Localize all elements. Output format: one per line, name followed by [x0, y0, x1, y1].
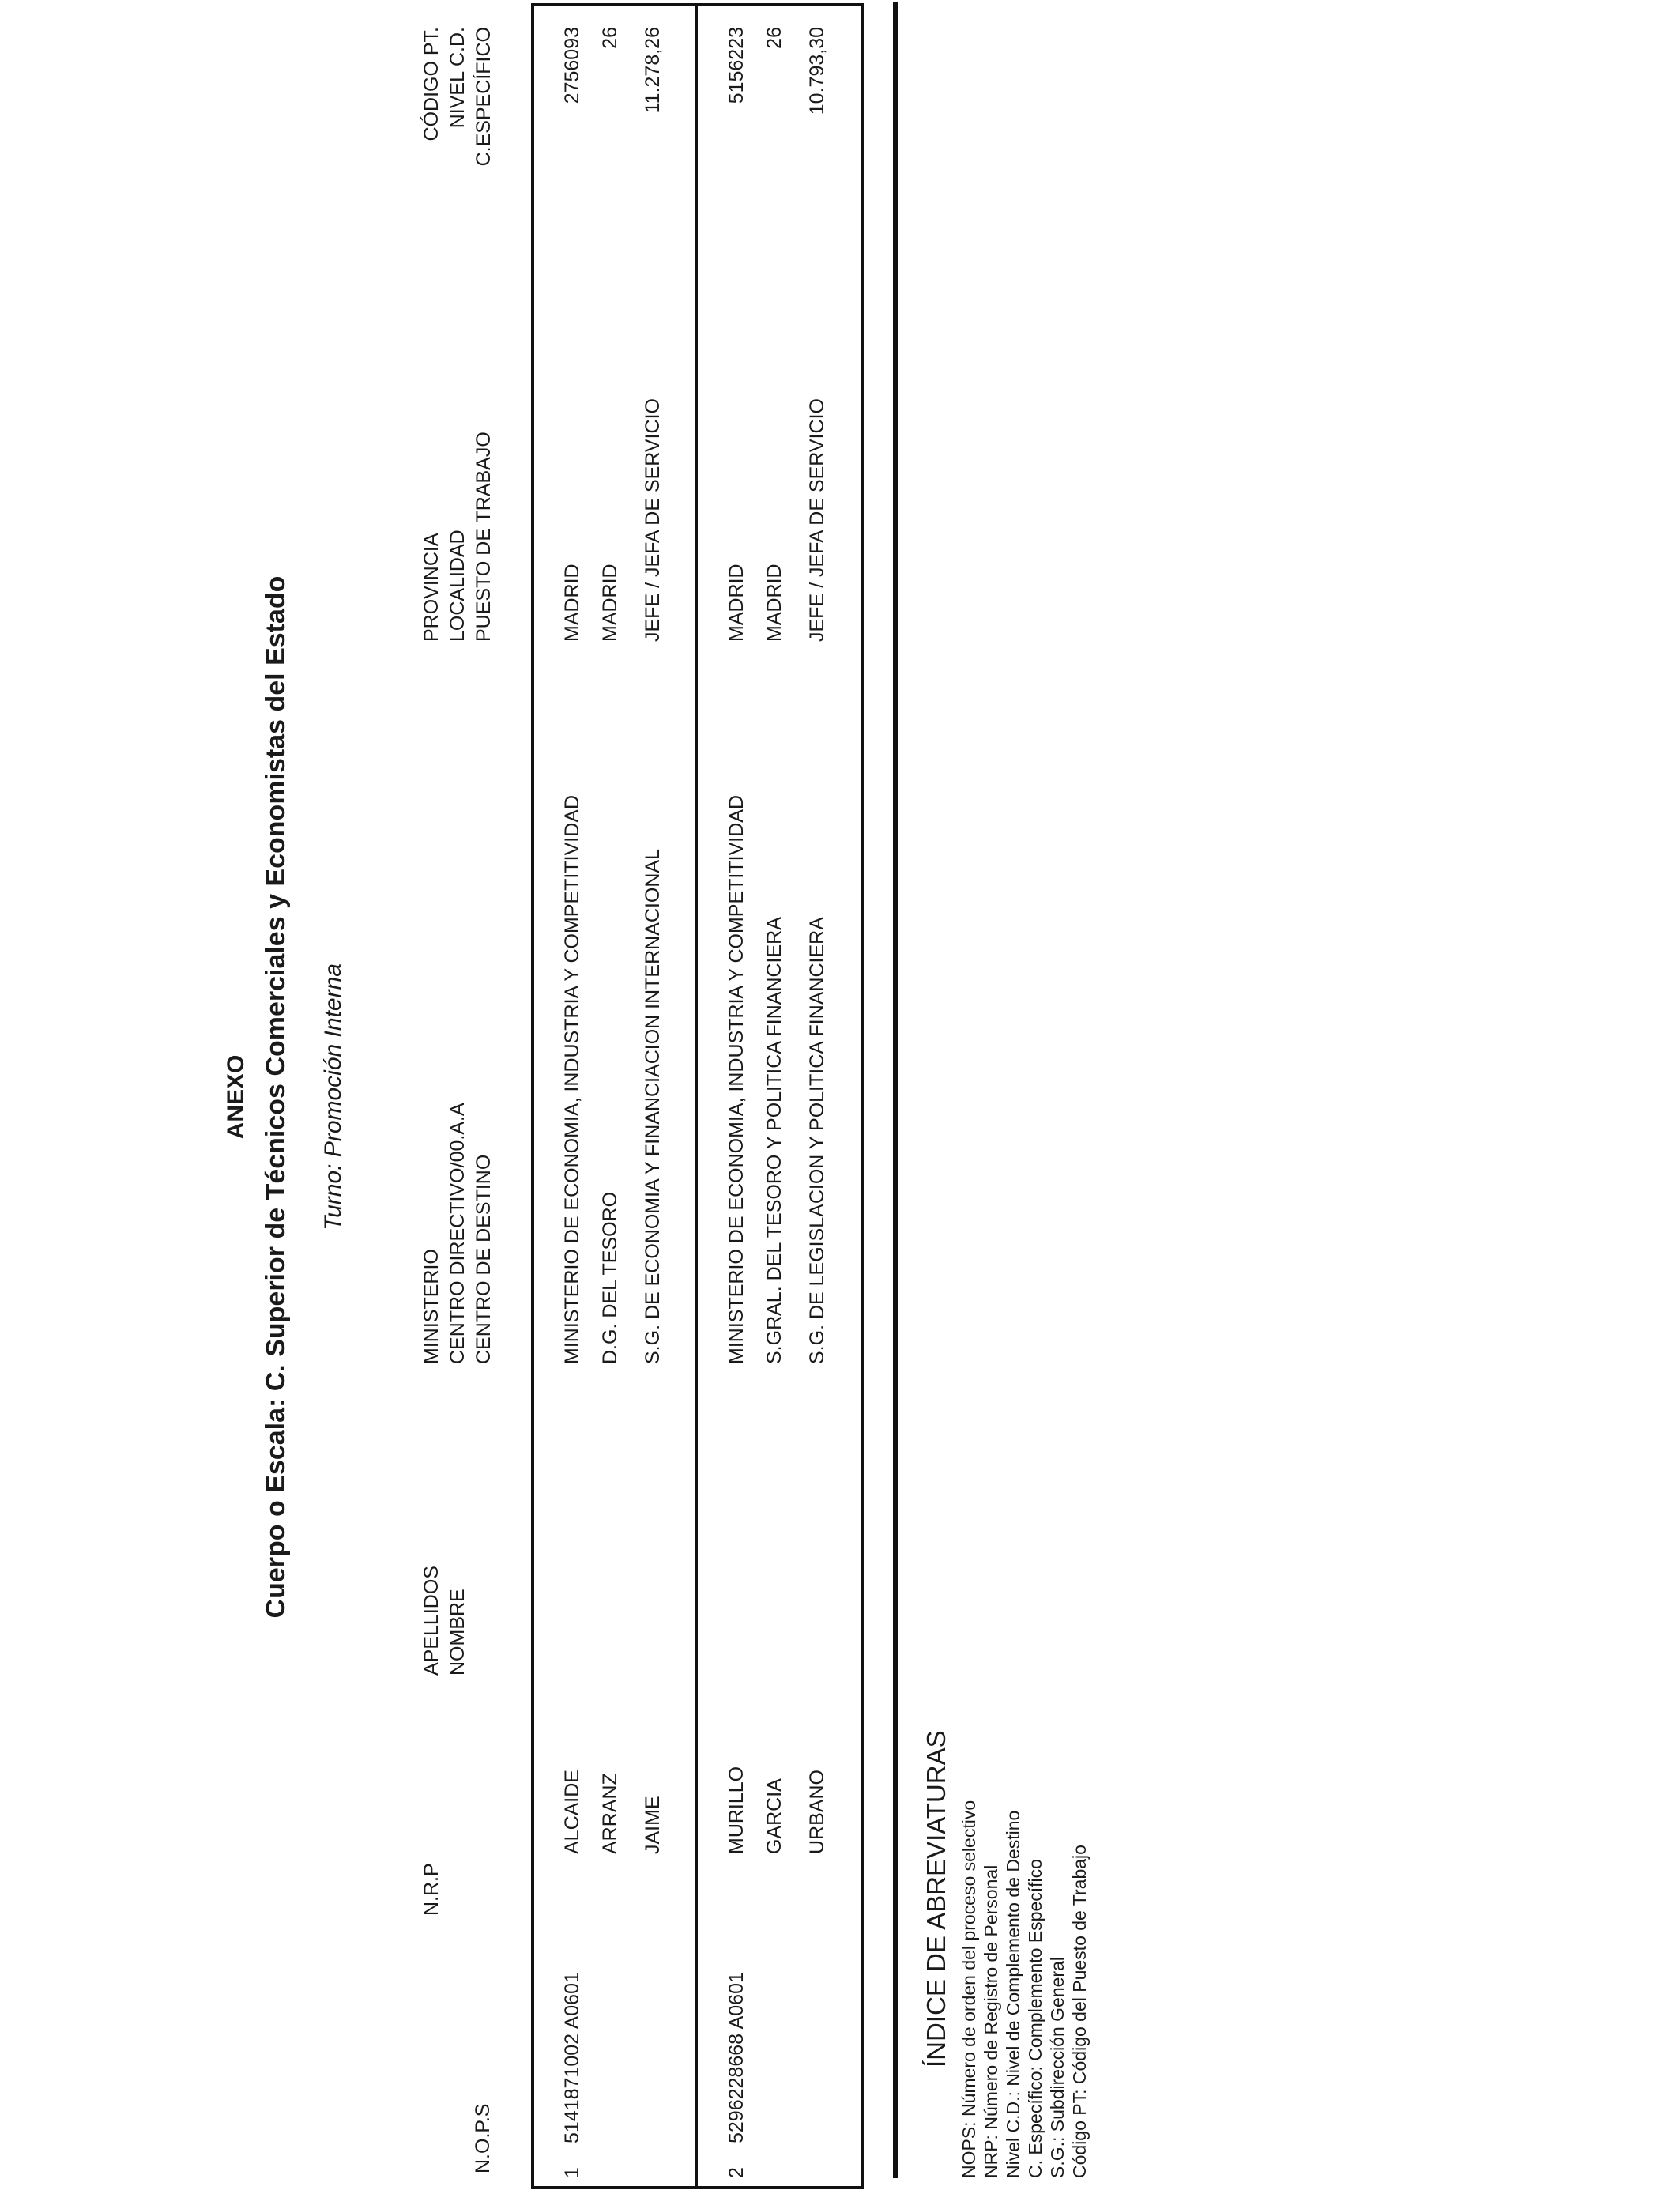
header-nops: N.O.P.S — [472, 2103, 494, 2173]
row-centro-directivo: S.GRAL. DEL TESORO Y POLITICA FINANCIERA — [763, 917, 785, 1364]
row-nrp: 5141871002 A0601 — [561, 1972, 583, 2143]
row-localidad: MADRID — [599, 564, 621, 642]
turno-subtitle: Turno: Promoción Interna — [320, 963, 346, 1231]
row-nivel-cd: 26 — [599, 27, 621, 49]
header-location — [419, 432, 497, 642]
row-codigo-pt: 5156223 — [725, 27, 748, 104]
row-provincia: MADRID — [725, 564, 748, 642]
row-nops: 1 — [561, 2167, 583, 2178]
header-ministerio: MINISTERIO — [420, 1249, 443, 1364]
header-c-especifico: C.ESPECÍFICO — [473, 27, 495, 167]
abbreviation-item: C. Específico: Complemento Específico — [1025, 1859, 1045, 2178]
row-separator — [695, 3, 698, 2189]
table-border-top — [531, 3, 534, 2189]
row-nops: 2 — [725, 2167, 748, 2178]
header-codigo-pt: CÓDIGO PT. — [420, 27, 443, 141]
row-nrp: 5296228668 A0601 — [725, 1972, 748, 2143]
row-puesto: JEFE / JEFA DE SERVICIO — [806, 398, 828, 642]
table-border-right — [531, 3, 864, 6]
abbreviations-title: ÍNDICE DE ABREVIATURAS — [921, 1730, 951, 2068]
header-provincia: PROVINCIA — [420, 533, 443, 642]
row-centro-directivo: D.G. DEL TESORO — [599, 1191, 621, 1364]
abbreviation-item: S.G.: Subdirección General — [1047, 1957, 1068, 2178]
abbreviations-list — [958, 1800, 1090, 2178]
row-surname-2: ARRANZ — [599, 1773, 621, 1854]
header-names — [419, 1566, 471, 1676]
table-border-left — [531, 2186, 864, 2189]
header-apellidos: APELLIDOS — [420, 1566, 443, 1676]
row-localidad: MADRID — [763, 564, 785, 642]
row-c-especifico: 10.793,30 — [806, 27, 828, 115]
row-first-name: JAIME — [642, 1796, 664, 1854]
abbreviations-rule — [893, 2, 898, 2178]
annex-title: ANEXO — [223, 1054, 249, 1140]
row-c-especifico: 11.278,26 — [642, 27, 664, 114]
row-centro-destino: S.G. DE ECONOMIA Y FINANCIACION INTERNACIONAL — [642, 849, 664, 1364]
table-border-bottom — [861, 3, 864, 2189]
row-ministry: MINISTERIO DE ECONOMIA, INDUSTRIA Y COMPETITIVIDAD — [561, 795, 583, 1364]
row-surname-2: GARCIA — [763, 1778, 785, 1854]
row-provincia: MADRID — [561, 564, 583, 642]
row-centro-destino: S.G. DE LEGISLACION Y POLITICA FINANCIERA — [806, 917, 828, 1364]
row-first-name: URBANO — [806, 1770, 828, 1854]
row-codigo-pt: 2756093 — [561, 27, 583, 104]
header-nombre: NOMBRE — [446, 1589, 469, 1676]
abbreviation-item: NOPS: Número de orden del proceso selectivo — [959, 1800, 979, 2178]
header-centro-directivo: CENTRO DIRECTIVO/00.A.A — [446, 1103, 469, 1364]
header-localidad: LOCALIDAD — [446, 530, 469, 642]
header-nrp: N.R.P — [420, 1863, 443, 1916]
header-puesto: PUESTO DE TRABAJO — [473, 432, 495, 642]
header-nivel-cd: NIVEL C.D. — [446, 27, 469, 129]
row-surname-1: ALCAIDE — [561, 1770, 583, 1854]
row-nivel-cd: 26 — [763, 27, 785, 49]
row-ministry: MINISTERIO DE ECONOMIA, INDUSTRIA Y COMPETITIVIDAD — [725, 795, 748, 1364]
header-ministry — [419, 1103, 497, 1364]
abbreviation-item: Código PT: Código del Puesto de Trabajo — [1069, 1845, 1090, 2178]
row-surname-1: MURILLO — [725, 1766, 748, 1854]
row-puesto: JEFE / JEFA DE SERVICIO — [642, 398, 664, 642]
corps-title: Cuerpo o Escala: C. Superior de Técnicos Comerciales y Economistas del Estado — [261, 575, 291, 1619]
header-centro-destino: CENTRO DE DESTINO — [473, 1154, 495, 1364]
abbreviation-item: NRP: Número de Registro de Personal — [981, 1864, 1001, 2178]
abbreviation-item: Nivel C.D.: Nivel de Complemento de Destino — [1003, 1810, 1023, 2178]
header-codes — [419, 27, 497, 297]
